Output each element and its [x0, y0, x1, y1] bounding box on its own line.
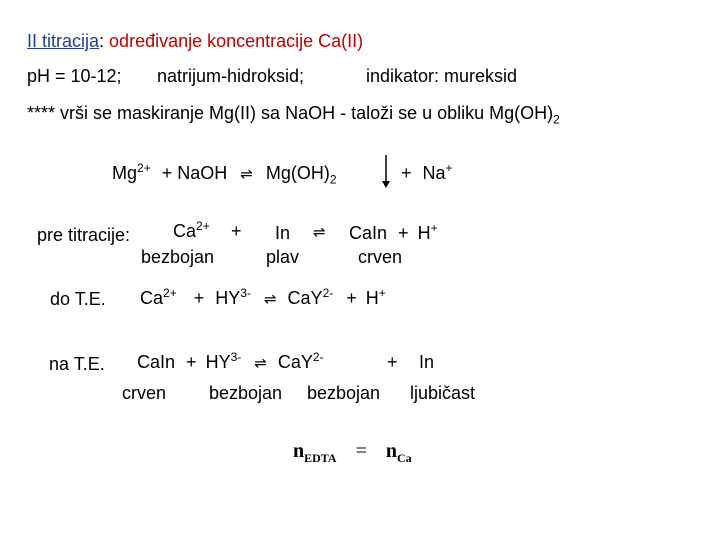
do-cay-charge: 2-	[322, 286, 334, 300]
pre-cain	[349, 221, 438, 243]
equals-sign: =	[355, 440, 367, 462]
pre-in: In	[275, 223, 291, 243]
do-hy-charge: 3-	[240, 286, 251, 300]
pre-color-cain: crven	[358, 247, 403, 267]
pre-ca-text: Ca	[173, 221, 197, 241]
n-ca: n	[385, 440, 397, 462]
n-edta-sub: EDTA	[304, 451, 337, 465]
na-cay: CaY	[277, 352, 313, 372]
pre-equilibrium-icon: ⇌	[313, 223, 326, 241]
na-equilibrium-icon: ⇌	[254, 354, 267, 372]
mg-plus: +	[161, 163, 173, 183]
na-ion: Na	[422, 163, 446, 183]
mole-equality	[293, 441, 412, 464]
do-hy: HY	[215, 288, 241, 308]
do-plus: +	[193, 288, 205, 308]
mgoh2-sub: 2	[329, 172, 337, 187]
title-rest: određivanje koncentracije Ca(II)	[104, 31, 364, 51]
na-color-cay: bezbojan	[307, 383, 381, 403]
mg-reaction	[112, 161, 337, 187]
n-ca-sub: Ca	[396, 451, 412, 465]
do-ca: Ca	[140, 288, 164, 308]
mg-reactant: Mg	[112, 163, 138, 183]
na-color-hy: bezbojan	[209, 383, 283, 403]
pre-cain-text: CaIn	[349, 223, 388, 243]
pre-titration-label: pre titracije:	[37, 225, 131, 245]
do-h: H	[365, 288, 379, 308]
do-ca-charge: 2+	[163, 286, 177, 300]
masking-note	[27, 103, 560, 127]
na-plus2: +	[387, 352, 398, 372]
mgoh2: Mg(OH)	[265, 163, 330, 183]
na-plus-sign: +	[186, 352, 197, 372]
na-hy: HY	[205, 352, 231, 372]
na-te-label: na T.E.	[49, 354, 105, 374]
page-title	[27, 32, 363, 50]
na-hy-charge: 3-	[230, 350, 242, 364]
title-underlined: II titracija	[27, 31, 100, 51]
do-te-label: do T.E.	[50, 289, 106, 309]
equilibrium-icon: ⇌	[240, 165, 253, 183]
pre-ca-charge: 2+	[196, 219, 210, 233]
do-cay: CaY	[287, 288, 323, 308]
indicator-condition: indikator: mureksid	[366, 66, 518, 86]
pre-h-charge: +	[430, 221, 438, 235]
do-equilibrium-icon: ⇌	[263, 290, 277, 308]
masking-sub: 2	[553, 112, 560, 127]
na-te-reaction	[137, 350, 324, 372]
naoh: NaOH	[177, 163, 228, 183]
pre-ca	[173, 219, 210, 241]
na-in: In	[419, 352, 435, 372]
precipitate-arrow-icon	[381, 155, 391, 189]
pre-plus2: +	[398, 223, 409, 243]
na-cain: CaIn	[137, 352, 176, 372]
title-colon: :	[99, 31, 105, 51]
mg-charge: 2+	[137, 161, 151, 175]
masking-text: **** vrši se maskiranje Mg(II) sa NaOH - taloži se u obliku Mg(OH)	[27, 103, 554, 123]
pre-color-ca: bezbojan	[141, 247, 215, 267]
pre-plus: +	[231, 221, 242, 241]
pre-h: H	[417, 223, 431, 243]
na-plus: +	[401, 163, 412, 183]
na-charge: +	[445, 161, 453, 175]
n-edta: n	[293, 440, 305, 462]
mg-reaction-tail	[401, 161, 453, 183]
base-condition: natrijum-hidroksid;	[157, 66, 305, 86]
na-color-cain: crven	[122, 383, 167, 403]
do-h-charge: +	[378, 286, 386, 300]
pre-color-in: plav	[266, 247, 300, 267]
na-cay-charge: 2-	[312, 350, 324, 364]
do-te-reaction	[140, 286, 386, 308]
ph-condition: pH = 10-12;	[27, 66, 122, 86]
na-color-in: ljubičast	[410, 383, 476, 403]
do-plus2: +	[346, 288, 357, 308]
